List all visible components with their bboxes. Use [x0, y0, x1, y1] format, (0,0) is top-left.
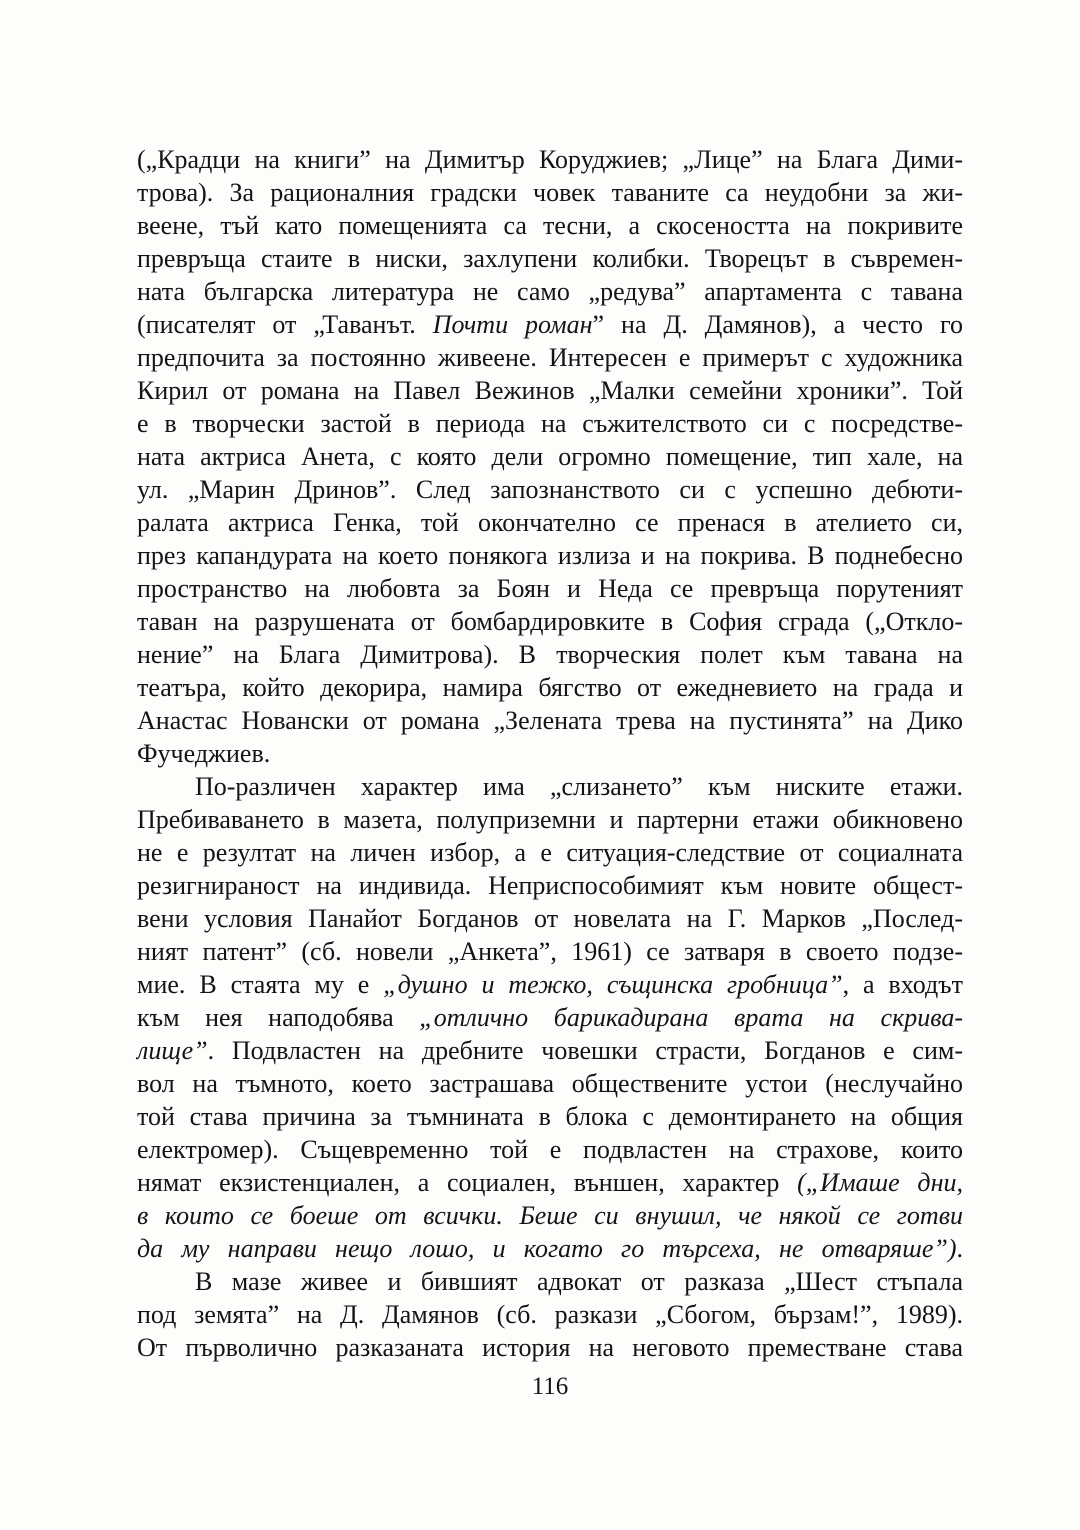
text-line	[137, 638, 963, 671]
text-line	[137, 869, 963, 902]
text-segment: .	[956, 1234, 963, 1263]
text-line	[137, 1232, 963, 1265]
text-line	[137, 407, 963, 440]
text-line	[137, 308, 963, 341]
text-line	[137, 506, 963, 539]
text-line	[137, 1331, 963, 1364]
text-segment: , а входът	[842, 970, 963, 999]
text-line	[137, 440, 963, 473]
text-line	[137, 968, 963, 1001]
text-line	[137, 737, 963, 770]
text-line	[137, 1001, 963, 1034]
text-line	[137, 803, 963, 836]
text-segment: . Подвластен на дребните човешки страсти, Богданов е сим-	[207, 1036, 963, 1065]
text-line	[137, 539, 963, 572]
text-segment: мие. В стаята му е	[137, 970, 384, 999]
text-line	[137, 902, 963, 935]
italic-text-segment: („Имаше дни,	[797, 1168, 963, 1197]
text-line	[137, 1133, 963, 1166]
text-segment: ” на Д. Дамянов), а често го	[592, 310, 963, 339]
text-segment: (писателят от „Таванът.	[137, 310, 433, 339]
text-line	[137, 143, 963, 176]
text-segment: В мазе живее и бившият адвокат от разказа „Шест стъпала	[195, 1267, 963, 1296]
text-segment: ната българска литература не само „редува” апартамента с тавана	[137, 277, 963, 306]
italic-text-segment: в които се боеше от всички. Беше си внушил, че някой се готви	[137, 1201, 963, 1230]
text-segment: От първолично разказаната история на неговото преместване става	[137, 1333, 963, 1362]
text-segment: предпочита за постоянно живеене. Интересен е примерът с художника	[137, 343, 963, 372]
text-line	[137, 1067, 963, 1100]
text-line	[137, 374, 963, 407]
italic-text-segment: да му направи нещо лошо, и когато го търсеха, не отваряше”)	[137, 1234, 957, 1263]
text-segment: ралата актриса Генка, той окончателно се пренася в ателието си,	[137, 508, 963, 537]
text-segment: („Крадци на книги” на Димитър Коруджиев; „Лице” на Блага Дими-	[137, 145, 963, 174]
text-line	[137, 473, 963, 506]
text-line	[137, 1265, 963, 1298]
text-segment: вени условия Панайот Богданов от новелата на Г. Марков „Послед-	[137, 904, 963, 933]
text-segment: ната актриса Анета, с която дели огромно помещение, тип хале, на	[137, 442, 963, 471]
text-line	[137, 1100, 963, 1133]
text-segment: електромер). Същевременно той е подвластен на страхове, които	[137, 1135, 963, 1164]
text-line	[137, 704, 963, 737]
text-segment: не е резултат на личен избор, а е ситуация-следствие от социалната	[137, 838, 963, 867]
text-line	[137, 209, 963, 242]
italic-text-segment: лище”	[137, 1036, 208, 1065]
text-segment: Пребиваването в мазета, полуприземни и партерни етажи обикновено	[137, 805, 963, 834]
text-segment: през капандурата на което понякога излиза и на покрива. В поднебесно	[137, 541, 963, 570]
text-segment: По-различен характер има „слизането” към ниските етажи.	[195, 772, 963, 801]
text-line	[137, 1166, 963, 1199]
text-segment: театъра, който декорира, намира бягство от ежедневието на града и	[137, 673, 963, 702]
text-segment: резигнираност на индивида. Неприспособимият към новите общест-	[137, 871, 963, 900]
text-line	[137, 1199, 963, 1232]
text-segment: под земята” на Д. Дамянов (сб. разкази „Сбогом, бързам!”, 1989).	[137, 1300, 963, 1329]
body-text	[137, 143, 963, 1364]
text-line	[137, 1034, 963, 1067]
text-segment: Фучеджиев.	[137, 739, 271, 768]
text-segment: е в творчески застой в периода на съжителството си с посредстве-	[137, 409, 963, 438]
text-segment: превръща стаите в ниски, захлупени колибки. Творецът в съвремен-	[137, 244, 963, 273]
text-segment: Кирил от романа на Павел Вежинов „Малки семейни хроники”. Той	[137, 376, 963, 405]
italic-text-segment: „отлично барикадирана врата на скрива-	[419, 1003, 963, 1032]
italic-text-segment: „душно и тежко, същинска гробница”	[383, 970, 843, 999]
text-line	[137, 605, 963, 638]
text-line	[137, 176, 963, 209]
text-segment: ул. „Марин Дринов”. След запознанството си с успешно дебюти-	[137, 475, 963, 504]
text-segment: нение” на Блага Димитрова). В творческия полет към тавана на	[137, 640, 963, 669]
text-line	[137, 671, 963, 704]
text-line	[137, 1298, 963, 1331]
text-segment: нямат екзистенциален, а социален, външен, характер	[137, 1168, 798, 1197]
text-line	[137, 242, 963, 275]
text-line	[137, 341, 963, 374]
text-line	[137, 275, 963, 308]
text-segment: веене, тъй като помещенията са тесни, а скосеността на покривите	[137, 211, 963, 240]
text-segment: трова). За рационалния градски човек таваните са неудобни за жи-	[137, 178, 963, 207]
italic-text-segment: Почти роман	[432, 310, 593, 339]
text-line	[137, 572, 963, 605]
text-segment: ният патент” (сб. новели „Анкета”, 1961) се затваря в своето подзе-	[137, 937, 963, 966]
text-segment: той става причина за тъмнината в блока с демонтирането на общия	[137, 1102, 963, 1131]
text-segment: вол на тъмното, което застрашава обществените устои (неслучайно	[137, 1069, 963, 1098]
text-line	[137, 935, 963, 968]
text-line	[137, 836, 963, 869]
text-segment: към нея наподобява	[137, 1003, 420, 1032]
page-number: 116	[531, 1373, 569, 1400]
text-line	[137, 770, 963, 803]
text-segment: пространство на любовта за Боян и Неда се превръща порутеният	[137, 574, 963, 603]
text-segment: таван на разрушената от бомбардировките в София сграда („Откло-	[137, 607, 963, 636]
text-segment: Анастас Новански от романа „Зелената трева на пустинята” на Дико	[137, 706, 963, 735]
